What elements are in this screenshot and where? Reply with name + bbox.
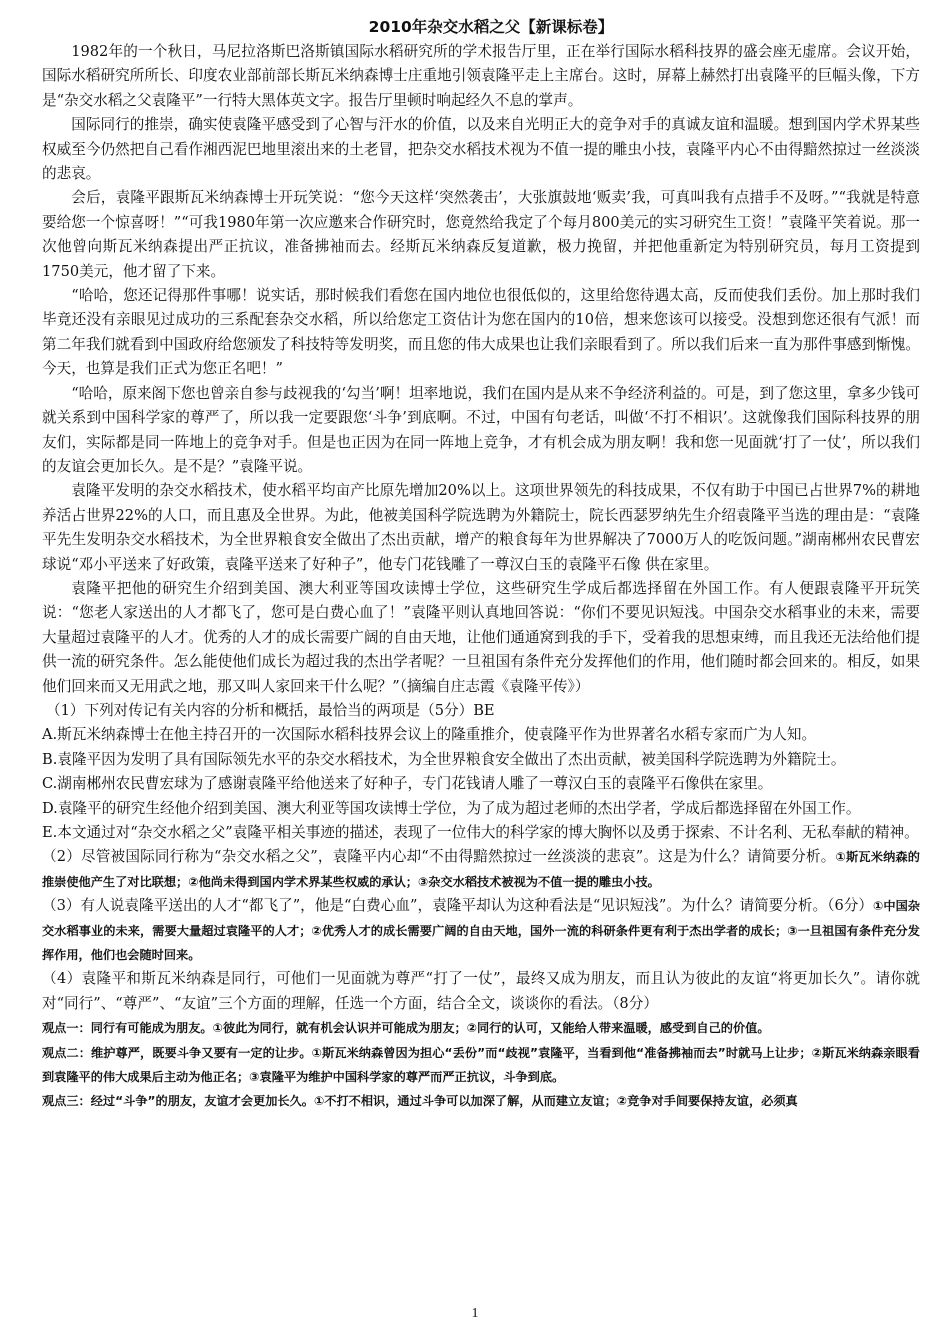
- page-number: 1: [471, 1306, 479, 1321]
- option-a: A.斯瓦米纳森博士在他主持召开的一次国际水稻科技界会议上的隆重推介，使袁隆平作为世界著名水稻专家而广为人知。: [42, 726, 817, 744]
- option-e: E.本文通过对“杂交水稻之父”袁隆平相关事迹的描述，表现了一位伟大的科学家的博大胸怀以及勇于探索、不计名利、无私奉献的精神。: [42, 824, 919, 841]
- question-4: [42, 967, 920, 1113]
- option-c: C.湖南郴州农民曹宏球为了感谢袁隆平给他送来了好种子，专门花钱请人雕了一尊汉白玉的袁隆平石像供在家里。: [42, 775, 773, 793]
- option-b: B.袁隆平因为发明了具有国际领先水平的杂交水稻技术，为全世界粮食安全做出了杰出贡献，被美国科学院选聘为外籍院士。: [42, 750, 846, 768]
- paragraph: 袁隆平发明的杂交水稻技术，使水稻平均亩产比原先增加20%以上。这项世界领先的科技成果，不仅有助于中国已占世界7%的耕地养活占世界22%的人口，而且惠及全世界。为此，他被美国科学院选聘为外籍院士，院长西瑟罗纳先生介绍袁隆平当选的理由是：“袁隆平先生发明杂交水稻技术，为全世界粮食安全做出了杰出贡献，增产的粮食每年为世界解决了7000万人的吃饭问题。”湖南郴州农民曹宏球说“邓小平送来了好政策，袁隆平送来了好种子”，他专门花钱雕了一尊汉白玉的袁隆平石像 供在家里。: [42, 482, 920, 573]
- question-2: [42, 845, 920, 894]
- question-1-stem: （1）下列对传记有关内容的分析和概括，最恰当的两项是（5分）BE: [46, 701, 495, 719]
- viewpoint-1: 观点一：同行有可能成为朋友。①彼此为同行，就有机会认识并可能成为朋友；②同行的认可，又能给人带来温暖，感受到自己的价值。: [42, 1021, 770, 1036]
- paragraph: 1982年的一个秋日，马尼拉洛斯巴洛斯镇国际水稻研究所的学术报告厅里，正在举行国际水稻科技界的盛会座无虚席。会议开始，国际水稻研究所所长、印度农业部前部长斯瓦米纳森博士庄重地引领袁隆平走上主席台。这时，屏幕上赫然打出袁隆平的巨幅头像，下方是“杂交水稻之父袁隆平”一行特大黑体英文字。报告厅里顿时响起经久不息的掌声。: [42, 43, 920, 109]
- question-2-answer: ①斯瓦米纳森的推崇使他产生了对比联想；②他尚未得到国内学术界某些权威的承认；③杂交水稻技术被视为不值一提的雕虫小技。: [42, 850, 920, 889]
- paragraph: “哈哈，您还记得那件事哪！说实话，那时候我们看您在国内地位也很低似的，这里给您待遇太高，反而使我们丢份。加上那时我们毕竟还没有亲眼见过成功的三系配套杂交水稻，所以给您定工资估计为您在国内的10倍，想来您该可以接受。没想到您还很有气派！而第二年我们就看到中国政府给您颁发了科技特等发明奖，而且您的伟大成果也让我们亲眼看到了。所以我们后来一直为那件事感到惭愧。今天，也算是我们正式为您正名吧！”: [42, 287, 920, 378]
- paragraph: 袁隆平把他的研究生介绍到美国、澳大利亚等国攻读博士学位，这些研究生学成后都选择留在外国工作。有人便跟袁隆平开玩笑说：“您老人家送出的人才都飞了，您可是白费心血了！”袁隆平则认真地回答说：“你们不要见识短浅。中国杂交水稻事业的未来，需要大量超过袁隆平的人才。优秀的人才的成长需要广阔的自由天地，让他们通通窝到我的手下，受着我的思想束缚，而且我还无法给他们提供一流的研究条件。怎么能使他们成长为超过我的杰出学者呢？一旦祖国有条件充分发挥他们的作用，他们随时都会回来的。相反，如果他们回来而又无用武之地，那又叫人家回来干什么呢？”（摘编自庄志霞《袁隆平传》）: [42, 579, 920, 695]
- paragraph: 国际同行的推崇，确实使袁隆平感受到了心智与汗水的价值，以及来自光明正大的竞争对手的真诚友谊和温暖。想到国内学术界某些权威至今仍然把自己看作湘西泥巴地里滚出来的土老冒，把杂交水稻技术视为不值一提的雕虫小技，袁隆平内心不由得黯然掠过一丝淡淡的悲哀。: [42, 116, 920, 183]
- question-1: [42, 699, 920, 845]
- page-title: 2010年杂交水稻之父【新课标卷】: [368, 18, 614, 36]
- question-3-stem: （3）有人说袁隆平送出的人才“都飞了”，他是“白费心血”，袁隆平却认为这种看法是“见识短浅”。为什么？请简要分析。（6分）: [42, 897, 874, 915]
- option-d: D.袁隆平的研究生经他介绍到美国、澳大利亚等国攻读博士学位，为了成为超过老师的杰出学者，学成后都选择留在外国工作。: [42, 799, 861, 817]
- passage: [42, 40, 920, 699]
- question-3: [42, 894, 920, 967]
- question-2-stem: （2）尽管被国际同行称为“杂交水稻之父”，袁隆平内心却“不由得黯然掠过一丝淡淡的悲哀”。这是为什么？请简要分析。: [42, 848, 836, 866]
- question-3-answer: ①中国杂交水稻事业的未来，需要大量超过袁隆平的人才；②优秀人才的成长需要广阔的自由天地，国外一流的科研条件更有利于杰出学者的成长；③一旦祖国有条件充分发挥作用，他们也会随时回来。: [42, 899, 920, 963]
- question-4-stem: （4）袁隆平和斯瓦米纳森是同行，可他们一见面就为尊严“打了一仗”，最终又成为朋友，而且认为彼此的友谊“将更加长久”。请你就对“同行”、“尊严”、“友谊”三个方面的理解，任选一个方面，结合全文，谈谈你的看法。（8分）: [42, 970, 920, 1012]
- paragraph: 会后，袁隆平跟斯瓦米纳森博士开玩笑说：“您今天这样‘突然袭击’，大张旗鼓地‘贩卖’我，可真叫我有点措手不及呀。”“我就是特意要给您一个惊喜呀！”“可我1980年第一次应邀来合作研究时，您竟然给我定了个每月800美元的实习研究生工资！”袁隆平笑着说。那一次他曾向斯瓦米纳森提出严正抗议，准备拂袖而去。经斯瓦米纳森反复道歉，极力挽留，并把他重新定为特别研究员，每月工资提到1750美元，他才留了下来。: [42, 189, 920, 280]
- viewpoint-2: 观点二：维护尊严，既要斗争又要有一定的让步。①斯瓦米纳森曾因为担心“丢份”而“歧视”袁隆平，当看到他“准备拂袖而去”时就马上让步；②斯瓦米纳森亲眼看到袁隆平的伟大成果后主动为他正名；③袁隆平为维护中国科学家的尊严而严正抗议，斗争到底。: [42, 1045, 920, 1085]
- paragraph: “哈哈，原来阁下您也曾亲自参与歧视我的‘勾当’啊！坦率地说，我们在国内是从来不争经济利益的。可是，到了您这里，拿多少钱可就关系到中国科学家的尊严了，所以我一定要跟您‘斗争’到底啊。不过，中国有句老话，叫做‘不打不相识’。这就像我们国际科技界的朋友们，实际都是同一阵地上的竞争对手。但是也正因为在同一阵地上竞争，才有机会成为朋友啊！我和您一见面就‘打了一仗’，所以我们的友谊会更加长久。是不是？”袁隆平说。: [42, 384, 920, 475]
- viewpoint-3: 观点三：经过“斗争”的朋友，友谊才会更加长久。①不打不相识，通过斗争可以加深了解，从而建立友谊；②竞争对手间要保持友谊，必须真: [42, 1094, 798, 1109]
